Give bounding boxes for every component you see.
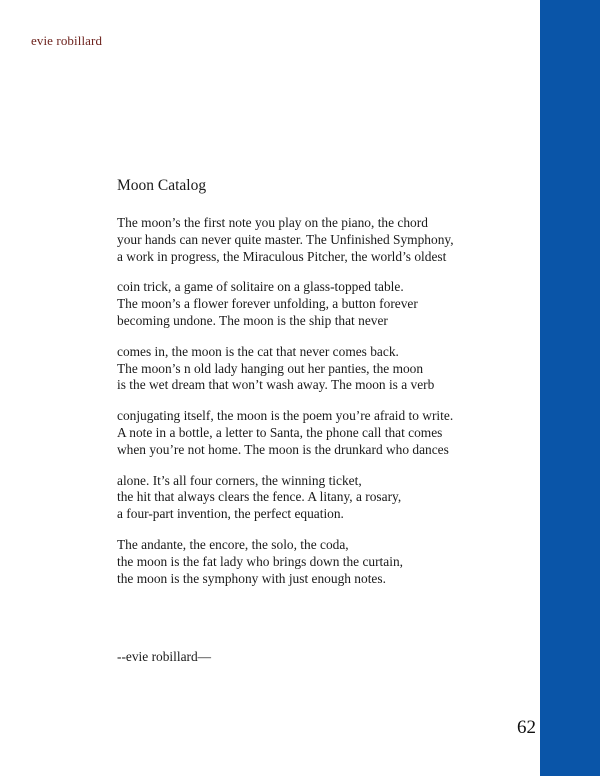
page-number: 62	[517, 717, 536, 738]
poem-line: alone. It’s all four corners, the winning ticket,	[117, 472, 362, 488]
poem-line: the moon is the symphony with just enough notes.	[117, 570, 386, 586]
poem-line: your hands can never quite master. The Unfinished Symphony,	[117, 231, 454, 247]
poem-line: becoming undone. The moon is the ship that never	[117, 312, 388, 328]
poem-line: A note in a bottle, a letter to Santa, the phone call that comes	[117, 424, 443, 440]
running-header-author: evie robillard	[31, 33, 103, 48]
poem-line: a work in progress, the Miraculous Pitcher, the world’s oldest	[117, 248, 447, 264]
poem-line: The moon’s n old lady hanging out her panties, the moon	[117, 360, 424, 376]
blue-sidebar	[540, 0, 600, 776]
poem-line: comes in, the moon is the cat that never comes back.	[117, 343, 399, 359]
stanza-5	[117, 473, 517, 523]
stanza-1	[117, 215, 517, 265]
poem-line: The andante, the encore, the solo, the coda,	[117, 536, 349, 552]
poem-line: coin trick, a game of solitaire on a glass-topped table.	[117, 279, 404, 295]
poem-line: conjugating itself, the moon is the poem you’re afraid to write.	[117, 408, 454, 424]
poem-line: The moon’s the first note you play on the piano, the chord	[117, 215, 428, 230]
stanza-4	[117, 408, 517, 458]
stanza-2	[117, 279, 517, 329]
stanza-3	[117, 344, 517, 394]
poem-line: when you’re not home. The moon is the drunkard who dances	[117, 441, 449, 457]
poem-line: the hit that always clears the fence. A litany, a rosary,	[117, 489, 402, 505]
poem-line: is the wet dream that won’t wash away. The moon is a verb	[117, 377, 435, 393]
poem-title: Moon Catalog	[117, 177, 207, 194]
poem	[117, 176, 517, 601]
poem-signature: --evie robillard—	[117, 649, 212, 664]
poem-line: a four-part invention, the perfect equation.	[117, 506, 344, 522]
poem-line: the moon is the fat lady who brings down the curtain,	[117, 553, 403, 569]
poem-line: The moon’s a flower forever unfolding, a button forever	[117, 296, 418, 312]
stanza-6	[117, 537, 517, 587]
